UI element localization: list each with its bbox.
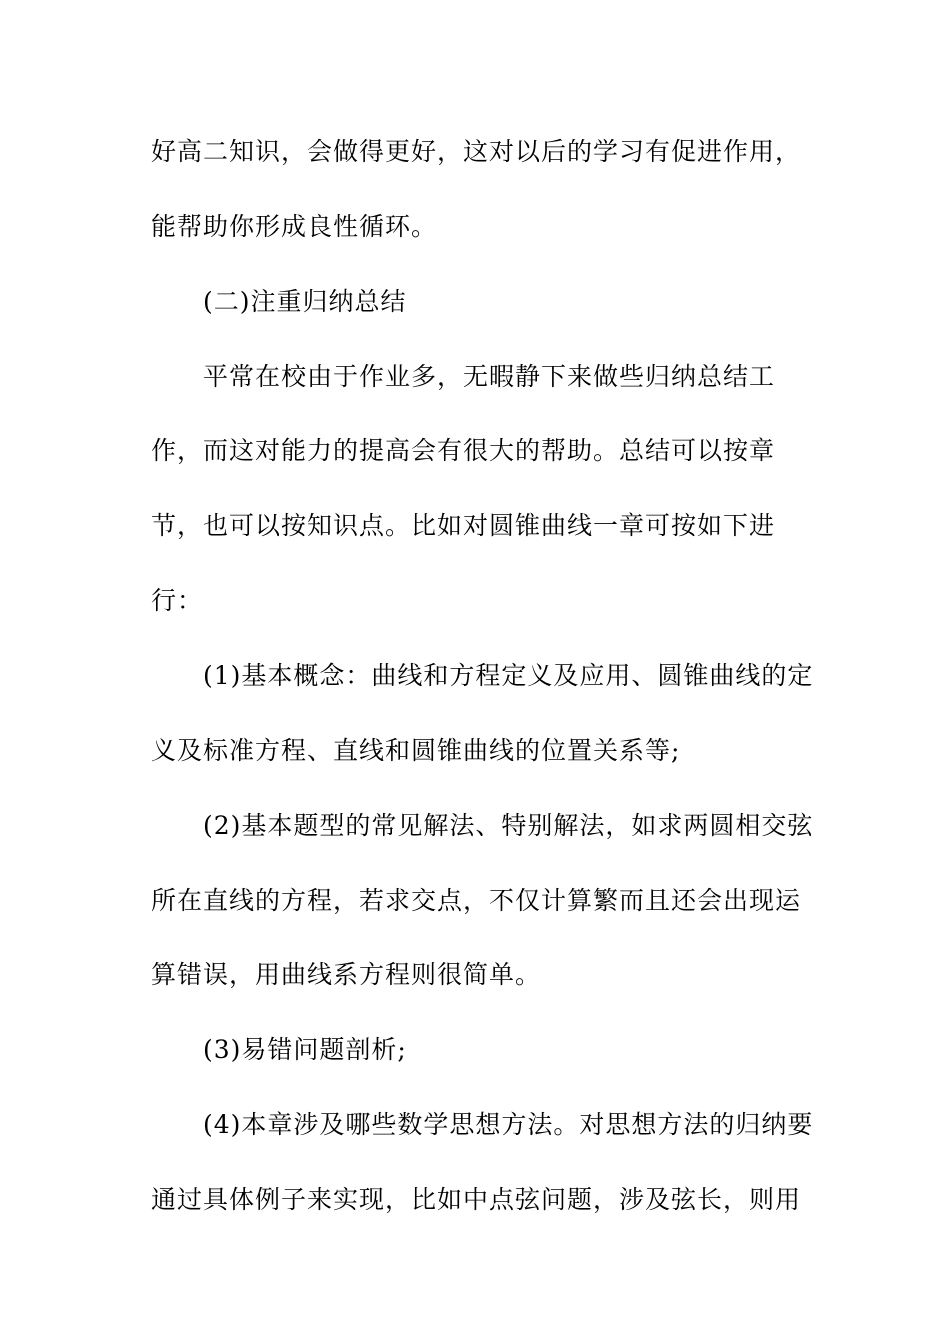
list-item-text: (2)基本题型的常见解法、特别解法，如求两圆相交弦 [203,811,814,840]
list-item-text: 所在直线的方程，若求交点，不仅计算繁而且还会出现运 [151,886,802,915]
text-line: 行： [151,586,204,615]
list-item-text: 义及标准方程、直线和圆锥曲线的位置关系等; [151,736,681,765]
text-line: 节，也可以按知识点。比如对圆锥曲线一章可按如下进 [151,511,776,540]
list-item-text: 通过具体例子来实现，比如中点弦问题，涉及弦长，则用 [151,1185,802,1214]
list-item-text: 算错误，用曲线系方程则很简单。 [151,960,542,989]
section-heading: (二)注重归纳总结 [203,287,407,316]
list-item-text: (3)易错问题剖析; [203,1035,407,1064]
text-line: 平常在校由于作业多，无暇静下来做些归纳总结工 [203,362,776,391]
text-line: 能帮助你形成良性循环。 [151,212,438,241]
text-line: 作，而这对能力的提高会有很大的帮助。总结可以按章 [151,436,776,465]
list-item-text: (1)基本概念：曲线和方程定义及应用、圆锥曲线的定 [203,661,814,690]
text-line: 好高二知识，会做得更好，这对以后的学习有促进作用， [151,137,802,166]
list-item-text: (4)本章涉及哪些数学思想方法。对思想方法的归纳要 [203,1110,814,1139]
